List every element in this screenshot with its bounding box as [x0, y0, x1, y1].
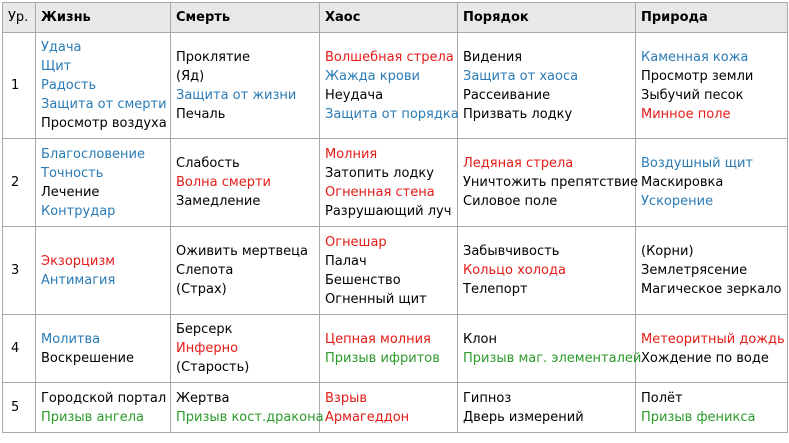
spell-name: Рассеивание	[463, 87, 551, 103]
cell-death	[171, 227, 320, 315]
spell-name: Дверь измерений	[463, 409, 584, 425]
spell-name: Призыв ифритов	[325, 350, 440, 366]
header-row	[3, 3, 788, 33]
spell-name: Силовое поле	[463, 194, 558, 209]
spell-name: Маскировка	[641, 175, 724, 190]
spell-name: Огненный щит	[325, 291, 427, 307]
cell-chaos	[320, 227, 458, 315]
spell-name: (Старость)	[176, 360, 250, 375]
spell-name: Удача	[41, 40, 82, 55]
cell-nature	[636, 139, 788, 227]
spell-name: Слабость	[176, 156, 240, 171]
table-row	[3, 227, 788, 315]
spell-name: Каменная кожа	[641, 49, 749, 65]
spell-name: (Корни)	[641, 244, 694, 259]
spell-name: Просмотр воздуха	[41, 116, 167, 131]
spell-name: Призвать лодку	[463, 106, 573, 122]
spell-name: Антимагия	[41, 272, 116, 288]
header-order: Порядок	[458, 3, 636, 33]
table-row	[3, 315, 788, 383]
cell-life	[36, 227, 171, 315]
level-cell: 2	[3, 139, 36, 227]
spell-name: Затопить лодку	[325, 165, 434, 181]
cell-death	[171, 315, 320, 383]
spell-name: Призыв феникса	[641, 409, 756, 425]
cell-death	[171, 139, 320, 227]
spell-name: Кольцо холода	[463, 263, 566, 278]
spell-name: Цепная молния	[325, 331, 431, 347]
spell-name: Разрушающий луч	[325, 203, 452, 219]
header-nature: Природа	[636, 3, 788, 33]
spell-name: Контрудар	[41, 203, 116, 219]
spell-name: Защита от смерти	[41, 97, 167, 112]
spell-name: Замедление	[176, 194, 261, 209]
spell-name: Городской портал	[41, 390, 167, 406]
spell-name: Точность	[41, 165, 104, 181]
table-row	[3, 33, 788, 139]
spell-name: Гипноз	[463, 390, 512, 406]
table-row	[3, 139, 788, 227]
cell-chaos	[320, 33, 458, 139]
spell-name: Призыв ангела	[41, 409, 145, 425]
table-row	[3, 383, 788, 433]
spell-name: Хождение по воде	[641, 350, 769, 366]
spell-name: Воздушный щит	[641, 156, 753, 171]
spell-name: Ледяная стрела	[463, 156, 574, 171]
spell-name: Радость	[41, 78, 97, 93]
spell-name: Призыв маг. элементалей	[463, 350, 642, 366]
cell-death	[171, 383, 324, 433]
spell-name: Неудача	[325, 87, 384, 103]
spell-name: Проклятие	[176, 49, 250, 65]
header-life: Жизнь	[36, 3, 171, 33]
spell-name: Ускорение	[641, 194, 714, 209]
spell-name: Бешенство	[325, 272, 401, 288]
cell-life	[36, 33, 171, 139]
header-chaos: Хаос	[320, 3, 458, 33]
cell-nature	[636, 227, 788, 315]
header-death: Смерть	[171, 3, 320, 33]
spell-name: Инферно	[176, 341, 239, 356]
cell-order	[458, 139, 639, 227]
spell-name: Оживить мертвеца	[176, 244, 308, 259]
spell-name: Берсерк	[176, 322, 233, 337]
spell-name: Молния	[325, 146, 378, 162]
spell-name: Палач	[325, 253, 367, 269]
spell-name: Щит	[41, 59, 72, 74]
cell-order	[458, 315, 642, 383]
cell-order	[458, 227, 636, 315]
cell-order	[458, 33, 636, 139]
header-level: Ур.	[3, 3, 36, 33]
cell-order	[458, 383, 636, 433]
cell-nature	[636, 383, 788, 433]
level-cell: 3	[3, 227, 36, 315]
spell-name: Молитва	[41, 331, 101, 347]
spell-name: Экзорцизм	[41, 253, 116, 269]
table-body	[3, 33, 788, 433]
spell-table	[2, 2, 788, 433]
spell-name: Жажда крови	[325, 68, 420, 84]
cell-life	[36, 315, 171, 383]
spell-name: Зыбучий песок	[641, 87, 744, 103]
spell-name: Метеоритный дождь	[641, 331, 785, 347]
spell-name: Забывчивость	[463, 244, 560, 259]
level-cell: 5	[3, 383, 36, 433]
spell-name: Лечение	[41, 184, 100, 200]
cell-chaos	[320, 315, 458, 383]
level-cell: 1	[3, 33, 36, 139]
spell-name: Армагеддон	[325, 409, 410, 425]
spell-name: Магическое зеркало	[641, 282, 782, 297]
spell-name: Жертва	[176, 390, 230, 406]
cell-chaos	[320, 383, 458, 433]
spell-name: Телепорт	[463, 282, 528, 297]
spell-name: Благословение	[41, 146, 145, 162]
spell-name: Просмотр земли	[641, 68, 754, 84]
spell-name: Клон	[463, 331, 497, 347]
cell-nature	[636, 33, 788, 139]
spell-name: Защита от порядка	[325, 106, 459, 122]
level-cell: 4	[3, 315, 36, 383]
cell-life	[36, 383, 171, 433]
spell-name: (Яд)	[176, 68, 205, 84]
spell-name: Огненная стена	[325, 184, 435, 200]
spell-name: Волшебная стрела	[325, 49, 454, 65]
spell-name: Взрыв	[325, 390, 368, 406]
cell-death	[171, 33, 320, 139]
spell-name: Защита от хаоса	[463, 68, 579, 84]
spell-name: Полёт	[641, 390, 683, 406]
spell-name: Призыв кост.дракона	[176, 409, 324, 425]
cell-life	[36, 139, 171, 227]
spell-name: Волна смерти	[176, 175, 272, 190]
spell-name: Защита от жизни	[176, 87, 297, 103]
spell-name: Видения	[463, 49, 523, 65]
spell-name: Слепота	[176, 263, 234, 278]
spell-name: Уничтожить препятствие	[463, 175, 639, 190]
cell-chaos	[320, 139, 458, 227]
spell-name: Огнешар	[325, 234, 387, 250]
cell-nature	[636, 315, 788, 383]
spell-name: Воскрешение	[41, 350, 134, 366]
spell-name: Минное поле	[641, 106, 731, 122]
spell-name: Землетрясение	[641, 263, 748, 278]
spell-name: (Страх)	[176, 282, 227, 297]
spell-name: Печаль	[176, 106, 226, 122]
